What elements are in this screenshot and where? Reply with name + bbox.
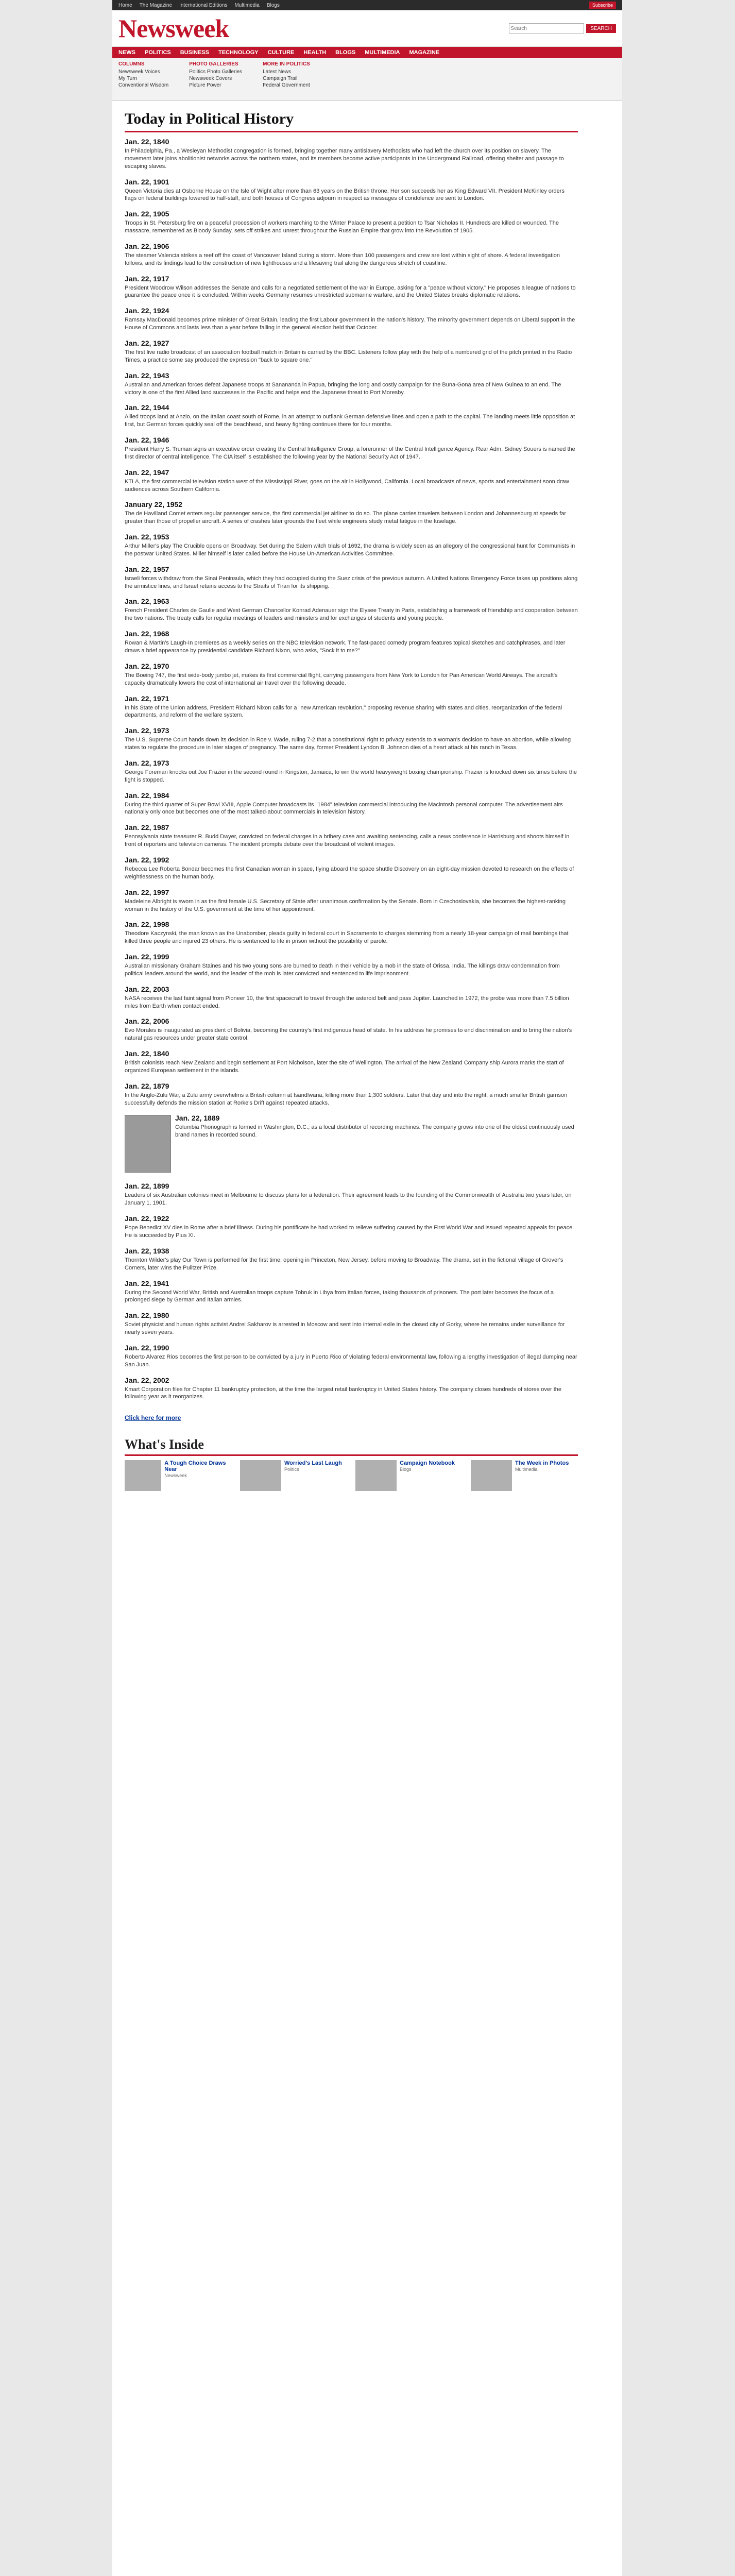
- history-entry: [125, 1344, 578, 1369]
- portrait-image: [125, 1115, 171, 1173]
- entry-text: Leaders of six Australian colonies meet in Melbourne to discuss plans for a federation. Their agreement leads to the founding of the Commonwealth of Australia two years later, on January 1, 1901.: [125, 1192, 572, 1207]
- entry-date: Jan. 22, 1992: [125, 855, 169, 864]
- search-input[interactable]: [509, 23, 584, 33]
- inside-card-source: Blogs: [400, 1467, 412, 1472]
- subnav-link[interactable]: Conventional Wisdom: [118, 82, 169, 88]
- section-news[interactable]: NEWS: [118, 49, 135, 56]
- entry-date: Jan. 22, 1970: [125, 662, 169, 670]
- more-link[interactable]: Click here for more: [125, 1414, 181, 1422]
- history-entry: [125, 597, 578, 622]
- entry-date: Jan. 22, 1987: [125, 823, 169, 832]
- page-title: Today in Political History: [125, 110, 294, 127]
- history-entry: [125, 1049, 578, 1075]
- section-politics[interactable]: POLITICS: [145, 49, 171, 56]
- entry-text: Queen Victoria dies at Osborne House on the Isle of Wight after more than 63 years on the British throne. Her son succeeds her as King Edward VII. President McKinley orders flags on federal buildings lowered to half-staff, and both houses of Congress adjourn in respect as messages of condolence are sent to London.: [125, 188, 565, 202]
- inside-card-source: Multimedia: [515, 1467, 538, 1472]
- history-entry: [125, 694, 578, 720]
- entry-date: Jan. 22, 1947: [125, 468, 169, 477]
- entry-date: Jan. 22, 1840: [125, 138, 169, 146]
- subnav-heading: PHOTO GALLERIES: [189, 61, 238, 67]
- entry-text: Kmart Corporation files for Chapter 11 bankruptcy protection, at the time the largest retail bankruptcy in United States history. The company closes hundreds of stores over the following year as it reorganizes.: [125, 1386, 562, 1400]
- top-navigation: [112, 0, 622, 10]
- entry-date: Jan. 22, 2002: [125, 1376, 169, 1384]
- history-entry: [125, 138, 578, 171]
- history-entry: [125, 210, 578, 235]
- entry-date: Jan. 22, 1999: [125, 953, 169, 961]
- subnav-link[interactable]: My Turn: [118, 76, 138, 81]
- whats-inside-heading: What's Inside: [125, 1437, 204, 1452]
- search-box: [509, 23, 616, 33]
- history-entry: [125, 500, 578, 526]
- entry-date: Jan. 22, 1973: [125, 726, 169, 735]
- section-health[interactable]: HEALTH: [303, 49, 327, 56]
- subnav-link[interactable]: Campaign Trail: [263, 76, 298, 81]
- inside-card-title[interactable]: Worried's Last Laugh: [284, 1460, 342, 1467]
- inside-card[interactable]: [471, 1460, 578, 1491]
- entry-text: The U.S. Supreme Court hands down its decision in Roe v. Wade, ruling 7-2 that a constitutional right to privacy extends to a woman's decision to have an abortion, while allowing states to regulate the procedure in later stages of pregnancy. The same day, former President Lyndon B. Johnson dies of a heart attack at his ranch in Texas.: [125, 737, 571, 751]
- entry-text: KTLA, the first commercial television station west of the Mississippi River, goes on the air in Hollywood, California. Local broadcasts of news, sports and entertainment soon draw audiences across Southern California.: [125, 478, 569, 493]
- history-entry: [125, 726, 578, 752]
- entry-text: Theodore Kaczynski, the man known as the Unabomber, pleads guilty in federal court in Sacramento to charges stemming from a nearly 18-year campaign of mail bombings that killed three people and injured 23 others. He is sentenced to life in prison without the possibility of parole.: [125, 930, 569, 945]
- inside-card[interactable]: [355, 1460, 463, 1491]
- topnav-multimedia[interactable]: Multimedia: [234, 2, 260, 8]
- entry-text: The Boeing 747, the first wide-body jumbo jet, makes its first commercial flight, carrying passengers from New York to London for Pan American World Airways. The aircraft's capacity dramatically lowers the cost of international air travel over the following decade.: [125, 672, 558, 686]
- entry-date: Jan. 22, 1953: [125, 533, 169, 541]
- section-technology[interactable]: TECHNOLOGY: [218, 49, 259, 56]
- entry-date: Jan. 22, 1946: [125, 436, 169, 445]
- history-entry: [125, 307, 578, 332]
- topnav-magazine[interactable]: The Magazine: [139, 2, 173, 8]
- history-entry: [125, 565, 578, 590]
- masthead: [112, 10, 622, 47]
- entry-text: Australian and American forces defeat Japanese troops at Sanananda in Papua, bringing the long and costly campaign for the Buna-Gona area of New Guinea to an end. The victory is one of the first Allied land successes in the Pacific and helps end the Japanese threat to Port Moresby.: [125, 381, 561, 396]
- entry-date: Jan. 22, 1944: [125, 403, 169, 412]
- subnav-heading: MORE IN POLITICS: [263, 61, 310, 67]
- main-content: [112, 101, 590, 1491]
- entry-text: Evo Morales is inaugurated as president of Bolivia, becoming the country's first indigenous head of state. In his address he promises to end discrimination and to bring the nation's natural gas resources under greater state control.: [125, 1027, 572, 1042]
- history-entry: [125, 856, 578, 881]
- inside-card-title[interactable]: Campaign Notebook: [400, 1460, 455, 1467]
- entry-text: Roberto Alvarez Rios becomes the first person to be convicted by a jury in Puerto Rico of violating federal environmental law, following a lengthy investigation of illegal dumping near San Juan.: [125, 1353, 577, 1368]
- entry-date: Jan. 22, 1927: [125, 338, 169, 347]
- entry-date: Jan. 22, 1879: [125, 1081, 169, 1090]
- entry-text: NASA receives the last faint signal from Pioneer 10, the first spacecraft to travel through the asteroid belt and pass Jupiter. Launched in 1972, the probe was more than 7.5 billion miles from Earth when contact ended.: [125, 995, 569, 1009]
- history-entry: [125, 953, 578, 978]
- inside-card-source: Newsweek: [164, 1473, 187, 1479]
- section-navigation: [112, 47, 622, 58]
- history-entry: [125, 371, 578, 397]
- entry-date: Jan. 22, 1997: [125, 888, 169, 896]
- subnav-link[interactable]: Latest News: [263, 69, 292, 75]
- topnav-home[interactable]: Home: [118, 2, 132, 8]
- entry-date: Jan. 22, 1980: [125, 1311, 169, 1320]
- history-entry: [125, 791, 578, 817]
- history-entry: [125, 920, 578, 945]
- inside-card-source: Politics: [284, 1467, 299, 1472]
- entry-date: Jan. 22, 1922: [125, 1214, 169, 1223]
- history-entry: [125, 436, 578, 461]
- inside-card-thumbnail[interactable]: [355, 1460, 397, 1491]
- inside-card[interactable]: [125, 1460, 232, 1491]
- inside-card-title[interactable]: The Week in Photos: [515, 1460, 569, 1467]
- entry-text: French President Charles de Gaulle and West German Chancellor Konrad Adenauer sign the Elysee Treaty in Paris, establishing a framework of friendship and cooperation between the two nations. The treaty calls for regular meetings of leaders and ministers and for exchanges of students and young people.: [125, 607, 578, 622]
- entry-date: Jan. 22, 1971: [125, 694, 169, 703]
- entry-text: In the Anglo-Zulu War, a Zulu army overwhelms a British column at Isandlwana, killing more than 1,300 soldiers. Later that day and into the night, a much smaller British garrison successfully defends the mission station at Rorke's Drift against repeated attacks.: [125, 1092, 568, 1106]
- section-magazine[interactable]: MAGAZINE: [409, 49, 440, 56]
- entry-text: Rowan & Martin's Laugh-In premieres as a weekly series on the NBC television network. The fast-paced comedy program features topical sketches and catchphrases, and later draws a brief appearance by presidential candidate Richard Nixon, who asks, "Sock it to me?": [125, 640, 566, 654]
- history-entry: [125, 662, 578, 687]
- entry-text: Allied troops land at Anzio, on the Italian coast south of Rome, in an attempt to outflank German defensive lines and open a path to the capital. The landing meets little opposition at first, but German forces quickly seal off the beachhead, and heavy fighting continues there for four months.: [125, 414, 575, 428]
- history-entry: [125, 985, 578, 1010]
- entry-date: Jan. 22, 1943: [125, 371, 169, 380]
- history-entry: [125, 468, 578, 494]
- entry-date: Jan. 22, 1938: [125, 1246, 169, 1255]
- entry-text: Pope Benedict XV dies in Rome after a brief illness. During his pontificate he had worked to relieve suffering caused by the First World War and issued repeated appeals for peace. He is succeeded by Pius XI.: [125, 1225, 574, 1239]
- history-entry: [125, 242, 578, 267]
- entry-text: Israeli forces withdraw from the Sinai Peninsula, which they had occupied during the Suez crisis of the previous autumn. A United Nations Emergency Force takes up positions along the armistice lines, and Israel retains access to the Straits of Tiran for its shipping.: [125, 575, 578, 589]
- whats-inside: [125, 1437, 578, 1491]
- history-entry: [125, 1017, 578, 1042]
- entry-text: During the Second World War, British and Australian troops capture Tobruk in Libya from Italian forces, taking thousands of prisoners. The port later becomes the focus of a prolonged siege by German and Italian armies.: [125, 1289, 554, 1303]
- subscribe-button[interactable]: Subscribe: [589, 2, 616, 9]
- entry-date: Jan. 22, 1968: [125, 630, 169, 638]
- newsweek-logo[interactable]: Newsweek: [118, 14, 229, 43]
- entry-text: During the third quarter of Super Bowl XVIII, Apple Computer broadcasts its "1984" television commercial introducing the Macintosh personal computer. The advertisement airs nationally only once but becomes one of the most talked-about commercials in television history.: [125, 801, 563, 816]
- section-multimedia[interactable]: MULTIMEDIA: [365, 49, 400, 56]
- entry-text: Madeleine Albright is sworn in as the first female U.S. Secretary of State after unanimous confirmation by the Senate. Born in Czechoslovakia, she becomes the highest-ranking woman in the history of the U.S. government at the time of her appointment.: [125, 898, 566, 912]
- history-entry: [125, 1279, 578, 1304]
- whats-inside-divider: [125, 1454, 578, 1456]
- entry-text: President Woodrow Wilson addresses the Senate and calls for a negotiated settlement of the war in Europe, asking for a "peace without victory." He proposes a league of nations to guarantee the peace once it is concluded. Within weeks Germany resumes unrestricted submarine warfare, and the United States breaks diplomatic relations.: [125, 284, 576, 299]
- entry-text: President Harry S. Truman signs an executive order creating the Central Intelligence Group, a forerunner of the Central Intelligence Agency. Rear Adm. Sidney Souers is named the first director of central intelligence. The CIA itself is established the following year by the National Security Act of 1947.: [125, 446, 575, 460]
- history-entry: [125, 403, 578, 429]
- entry-date: Jan. 22, 1990: [125, 1343, 169, 1352]
- topnav-blogs[interactable]: Blogs: [266, 2, 280, 8]
- history-entry: [125, 1082, 578, 1107]
- subnav-link[interactable]: Newsweek Covers: [189, 76, 232, 81]
- subnav-more-politics: [263, 61, 310, 97]
- subnav-photo-galleries: [189, 61, 242, 97]
- entry-text: The first live radio broadcast of an association football match in Britain is carried by the BBC. Listeners follow play with the help of a numbered grid of the pitch printed in the Radio Times, a practice some say produced the expression "back to square one.": [125, 349, 572, 363]
- subnav-link[interactable]: Politics Photo Galleries: [189, 69, 243, 75]
- subnav-columns: [118, 61, 168, 97]
- entry-date: Jan. 22, 1906: [125, 242, 169, 250]
- entry-text: In Philadelphia, Pa., a Wesleyan Methodist congregation is formed, bringing together many antislavery Methodists who had left the church over its position on slavery. The movement later joins abolitionist networks across the northern states, and its members become active participants in the Underground Railroad, offering shelter and passage to escaping slaves.: [125, 148, 564, 170]
- inside-card-thumbnail[interactable]: [125, 1460, 161, 1491]
- inside-card-thumbnail[interactable]: [471, 1460, 512, 1491]
- entry-text: British colonists reach New Zealand and begin settlement at Port Nicholson, later the site of Wellington. The arrival of the New Zealand Company ship Aurora marks the start of organized European settlement in the islands.: [125, 1060, 564, 1074]
- entry-date: Jan. 22, 1840: [125, 1049, 169, 1058]
- entry-date: Jan. 22, 1941: [125, 1279, 169, 1287]
- entry-date: Jan. 22, 1973: [125, 758, 169, 767]
- section-blogs[interactable]: BLOGS: [335, 49, 356, 56]
- subnav-heading: COLUMNS: [118, 61, 145, 67]
- entry-date: Jan. 22, 1905: [125, 210, 169, 218]
- subnav-link[interactable]: Newsweek Voices: [118, 69, 160, 75]
- entry-text: Thornton Wilder's play Our Town is performed for the first time, opening in Princeton, New Jersey, before moving to Broadway. The drama, set in the fictional village of Grover's Corners, later wins the Pulitzer Prize.: [125, 1257, 563, 1271]
- page-frame: [112, 0, 622, 2576]
- history-entry: [125, 178, 578, 203]
- history-entry: [125, 1311, 578, 1336]
- inside-card-title[interactable]: A Tough Choice Draws Near: [164, 1460, 226, 1473]
- entry-text: Arthur Miller's play The Crucible opens on Broadway. Set during the Salem witch trials of 1692, the drama is widely seen as an allegory of the congressional hunt for Communists in the postwar United States. Miller himself is later called before the House Un-American Activities Committee.: [125, 543, 575, 557]
- inside-card[interactable]: [240, 1460, 347, 1491]
- search-button[interactable]: SEARCH: [586, 24, 616, 33]
- entry-text: Soviet physicist and human rights activist Andrei Sakharov is arrested in Moscow and sent into internal exile in the closed city of Gorky, where he remains under surveillance for nearly seven years.: [125, 1321, 565, 1336]
- politics-subnav: [112, 58, 622, 101]
- history-entry: [125, 823, 578, 849]
- entry-text: George Foreman knocks out Joe Frazier in the second round in Kingston, Jamaica, to win the world heavyweight boxing championship. Frazier is knocked down six times before the fight is stopped.: [125, 769, 577, 783]
- section-culture[interactable]: CULTURE: [267, 49, 295, 56]
- history-entry: [125, 1376, 578, 1401]
- entry-date: January 22, 1952: [125, 500, 183, 509]
- entry-text: The de Havilland Comet enters regular passenger service, the first commercial jet airliner to do so. The plane carries travelers between London and Johannesburg at speeds far greater than those of propeller aircraft. A series of crashes later grounds the fleet while engineers study metal fatigue in the fuselage.: [125, 511, 567, 525]
- entry-date: Jan. 22, 1924: [125, 307, 169, 315]
- entry-text: In his State of the Union address, President Richard Nixon calls for a "new American revolution," proposing revenue sharing with states and cities, reorganization of the federal departments, and reform of the welfare system.: [125, 704, 562, 719]
- entry-date: Jan. 22, 1957: [125, 565, 169, 573]
- history-entry: [125, 1214, 578, 1240]
- entry-date: Jan. 22, 1889: [175, 1114, 220, 1123]
- entry-text: Pennsylvania state treasurer R. Budd Dwyer, convicted on federal charges in a bribery case and awaiting sentencing, calls a news conference in Harrisburg and shoots himself in front of reporters and television cameras. The incident prompts debate over the broadcast of violent images.: [125, 834, 570, 848]
- entry-date: Jan. 22, 1963: [125, 597, 169, 606]
- entry-text: Australian missionary Graham Staines and his two young sons are burned to death in their vehicle by a mob in the state of Orissa, India. The killings draw condemnation from political leaders around the world, and the leader of the mob is later convicted and sentenced to life imprisonment.: [125, 963, 560, 977]
- inside-card-thumbnail[interactable]: [240, 1460, 281, 1491]
- title-divider: [125, 131, 578, 132]
- history-entry: [125, 533, 578, 558]
- entry-date: Jan. 22, 1901: [125, 177, 169, 186]
- history-entry: [125, 339, 578, 364]
- history-entry: [125, 759, 578, 784]
- entry-text: Rebecca Lee Roberta Bondar becomes the first Canadian woman in space, flying aboard the space shuttle Discovery on an eight-day mission devoted to research on the effects of weightlessness on the human body.: [125, 866, 574, 880]
- history-entry: [125, 1114, 578, 1175]
- history-entries: [125, 138, 578, 1401]
- entry-date: Jan. 22, 2006: [125, 1017, 169, 1026]
- entry-date: Jan. 22, 1984: [125, 791, 169, 800]
- entry-date: Jan. 22, 1917: [125, 274, 169, 283]
- history-entry: [125, 1247, 578, 1272]
- entry-text: Columbia Phonograph is formed in Washington, D.C., as a local distributor of recording machines. The company grows into one of the oldest continuously used brand names in recorded sound.: [175, 1124, 574, 1139]
- entry-text: The steamer Valencia strikes a reef off the coast of Vancouver Island during a storm. More than 100 passengers and crew are lost within sight of shore. A federal investigation follows, and its findings lead to the construction of new lighthouses and a lifesaving trail along the dangerous stretch of coastline.: [125, 252, 560, 266]
- history-entry: [125, 630, 578, 655]
- topnav-international[interactable]: International Editions: [179, 2, 228, 8]
- whats-inside-row: [125, 1460, 578, 1491]
- entry-text: Troops in St. Petersburg fire on a peaceful procession of workers marching to the Winter Palace to present a petition to Tsar Nicholas II. Hundreds are killed or wounded. The massacre, remembered as Bloody Sunday, sets off strikes and unrest throughout the Russian Empire that grow into the Revolution of 1905.: [125, 220, 559, 234]
- subnav-link[interactable]: Federal Government: [263, 82, 310, 88]
- history-entry: [125, 1182, 578, 1207]
- subnav-link[interactable]: Picture Power: [189, 82, 221, 88]
- entry-date: Jan. 22, 1899: [125, 1182, 169, 1191]
- entry-date: Jan. 22, 2003: [125, 985, 169, 993]
- entry-text: Ramsay MacDonald becomes prime minister of Great Britain, leading the first Labour government in the nation's history. The minority government depends on Liberal support in the House of Commons and lasts less than a year before falling in the general election held that October.: [125, 317, 575, 331]
- entry-date: Jan. 22, 1998: [125, 920, 169, 929]
- section-business[interactable]: BUSINESS: [180, 49, 209, 56]
- history-entry: [125, 275, 578, 300]
- history-entry: [125, 888, 578, 913]
